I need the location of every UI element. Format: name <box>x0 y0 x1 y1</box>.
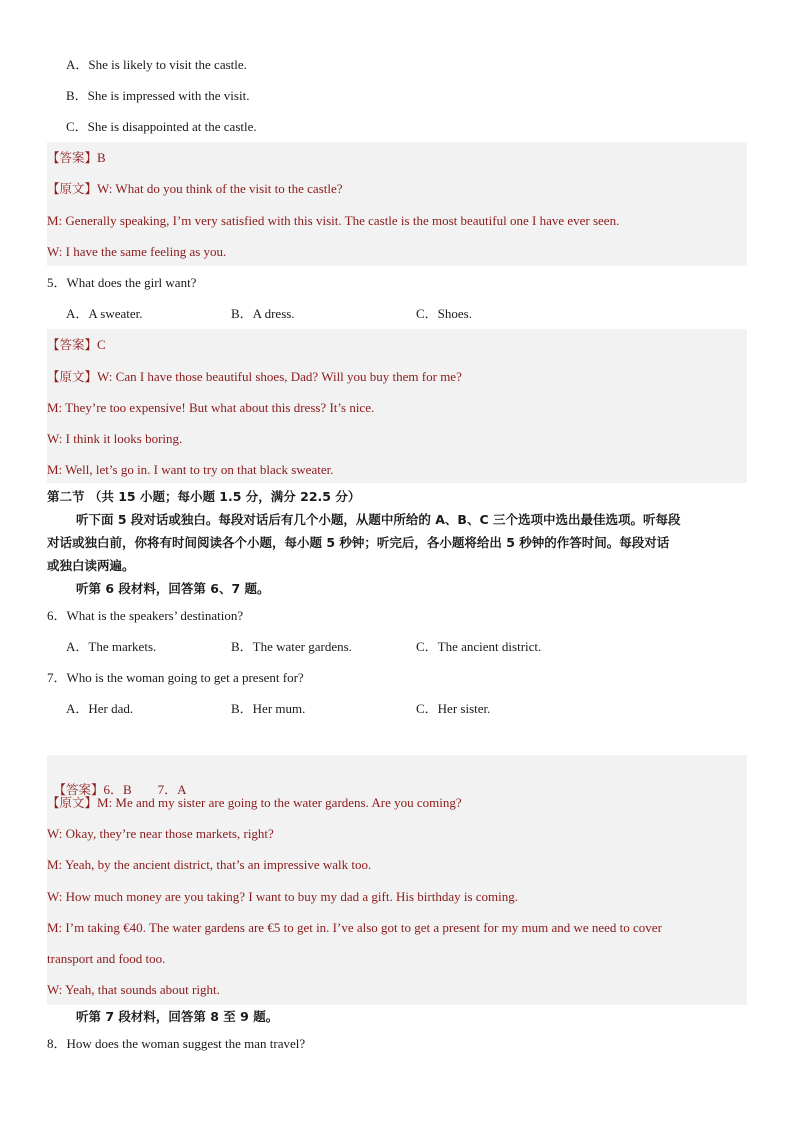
material-7-heading: 听第 7 段材料，回答第 8 至 9 题。 <box>76 1009 279 1024</box>
q67-script-line: W: Okay, they’re near those markets, right? <box>47 826 274 841</box>
q7-option-c: C．Her sister. <box>416 701 491 716</box>
q6-options <box>66 638 666 656</box>
answer-value: 6．B 7．A <box>103 782 187 797</box>
q5-script-line: M: They’re too expensive! But what about this dress? It’s nice. <box>47 400 375 415</box>
q67-script-line <box>47 794 462 812</box>
script-text: W: Can I have those beautiful shoes, Dad? Will you buy them for me? <box>97 369 462 384</box>
q4-option-b: B．She is impressed with the visit. <box>66 88 250 103</box>
q6-option-a: A．The markets. <box>66 639 157 654</box>
answer-value: B <box>97 150 106 165</box>
q4-script-line: W: I have the same feeling as you. <box>47 244 227 259</box>
q67-script-line: transport and food too. <box>47 951 166 966</box>
q67-script-line: W: How much money are you taking? I want to buy my dad a gift. His birthday is coming. <box>47 889 519 904</box>
q7-question: 7．Who is the woman going to get a present for? <box>47 670 304 685</box>
section-instructions: 对话或独白前，你将有时间阅读各个小题，每小题 5 秒钟；听完后，各小题将给出 5 秒钟的作答时间。每段对话 <box>47 535 670 550</box>
q7-option-a: A．Her dad. <box>66 701 134 716</box>
q4-option-a: A．She is likely to visit the castle. <box>66 57 247 72</box>
q8-question: 8．How does the woman suggest the man travel? <box>47 1036 306 1051</box>
q7-option-b: B．Her mum. <box>231 701 306 716</box>
script-tag: 【原文】 <box>47 369 98 384</box>
script-tag: 【原文】 <box>47 181 98 196</box>
answer-tag: 【答案】 <box>53 782 104 797</box>
section-instructions: 或独白读两遍。 <box>47 558 135 573</box>
section-heading: 第二节 （共 15 小题；每小题 1.5 分，满分 22.5 分） <box>47 489 361 504</box>
q5-option-b: B．A dress. <box>231 306 295 321</box>
q67-script-line: M: I’m taking €40. The water gardens are €5 to get in. I’ve also got to get a present for my mum and we need to cover <box>47 920 662 935</box>
q4-script-line <box>47 180 343 198</box>
q4-answer <box>47 149 106 167</box>
script-text: W: What do you think of the visit to the castle? <box>97 181 343 196</box>
answer-value: C <box>97 337 106 352</box>
q5-option-a: A．A sweater. <box>66 306 143 321</box>
q6-option-b: B．The water gardens. <box>231 639 352 654</box>
script-tag: 【原文】 <box>47 795 98 810</box>
script-text: M: Me and my sister are going to the water gardens. Are you coming? <box>97 795 462 810</box>
q5-script-line: M: Well, let’s go in. I want to try on that black sweater. <box>47 462 334 477</box>
q7-options <box>66 700 666 718</box>
q5-script-line <box>47 368 462 386</box>
section-instructions: 听下面 5 段对话或独白。每段对话后有几个小题，从题中所给的 A、B、C 三个选项中选出最佳选项。听每段 <box>76 512 681 527</box>
q5-script-line: W: I think it looks boring. <box>47 431 183 446</box>
q5-answer <box>47 336 106 354</box>
q67-script-line: M: Yeah, by the ancient district, that’s an impressive walk too. <box>47 857 372 872</box>
material-6-heading: 听第 6 段材料，回答第 6、7 题。 <box>76 581 270 596</box>
q6-option-c: C．The ancient district. <box>416 639 542 654</box>
q67-script-line: W: Yeah, that sounds about right. <box>47 982 220 997</box>
answer-tag: 【答案】 <box>47 337 98 352</box>
q4-script-line: M: Generally speaking, I’m very satisfied with this visit. The castle is the most beautiful one I have ever seen. <box>47 213 620 228</box>
answer-tag: 【答案】 <box>47 150 98 165</box>
q4-option-c: C．She is disappointed at the castle. <box>66 119 257 134</box>
q5-question: 5．What does the girl want? <box>47 275 197 290</box>
q5-option-c: C．Shoes. <box>416 306 472 321</box>
q6-question: 6．What is the speakers’ destination? <box>47 608 244 623</box>
q5-options <box>66 305 666 323</box>
